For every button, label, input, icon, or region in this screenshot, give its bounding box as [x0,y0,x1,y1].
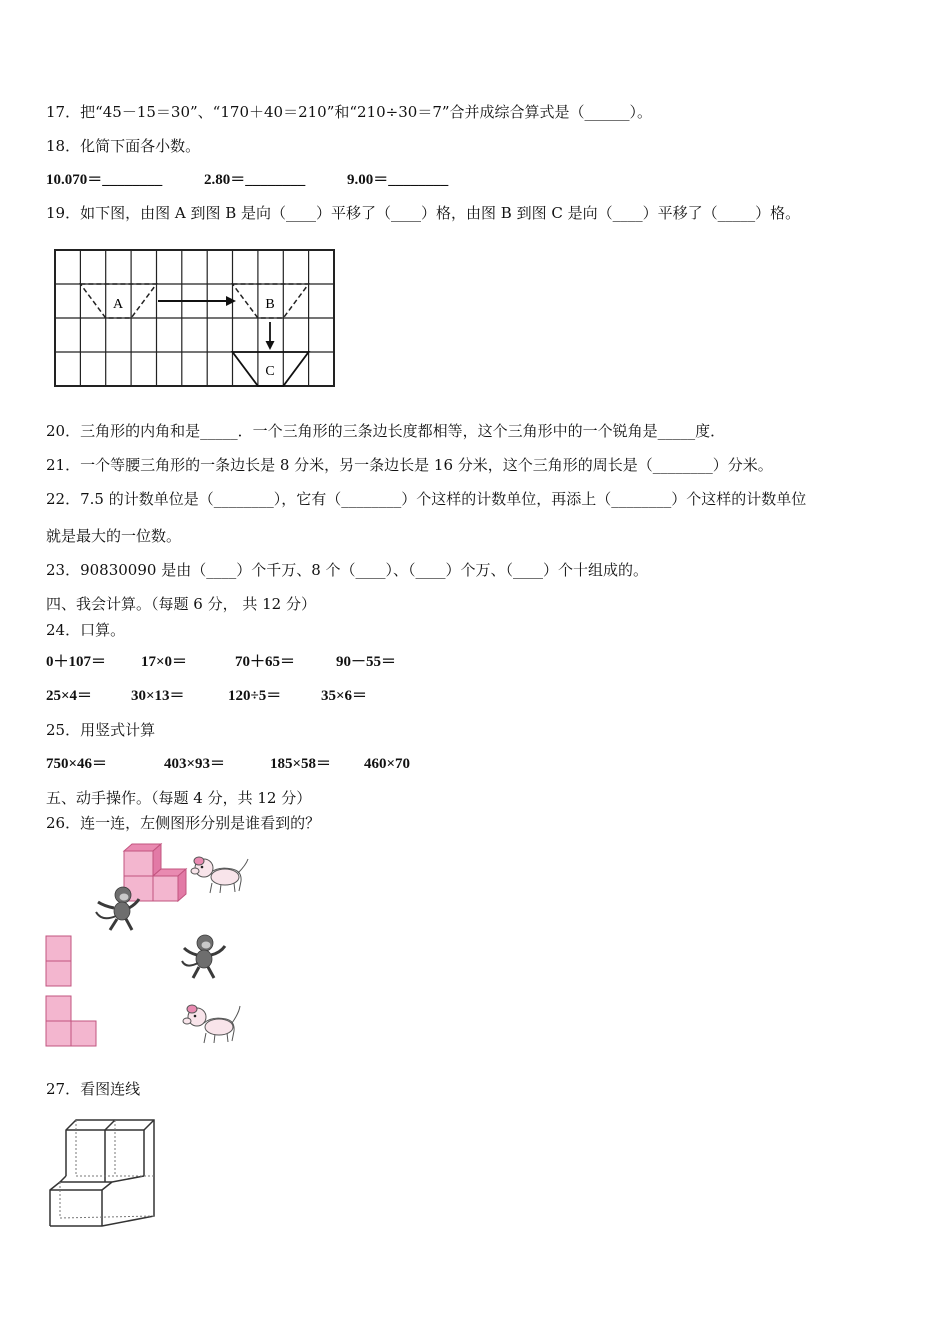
question-27: 27．看图连线 [46,1080,141,1098]
monkey-icon [92,886,142,934]
translation-grid-figure [52,246,352,396]
question-20: 20．三角形的内角和是_____．一个三角形的三条边长度都相等，这个三角形中的一个锐角是_____度． [46,422,726,440]
q24-r2-c4: 35×6＝ [321,688,368,704]
dog-icon [180,1001,242,1049]
section-4-heading: 四、我会计算。（每题 6 分， 共 12 分） [46,595,316,613]
question-21: 21．一个等腰三角形的一条边长是 8 分米，另一条边长是 16 分米，这个三角形的周长是（________）分米。 [46,456,773,474]
question-22-line-2: 就是最大的一位数。 [46,527,182,545]
grid-lines [55,250,334,386]
arrow-a-to-b-head [226,296,236,306]
question-22-line-1: 22．7.5 的计数单位是（________），它有（________）个这样的计数单位，再添上（________）个这样的计数单位 [46,490,807,508]
dog-icon [188,853,250,899]
q25-c2: 403×93＝ [164,756,226,772]
question-23: 23．90830090 是由（____）个千万、8 个（____）、（____）个万、（____）个十组成的。 [46,561,649,579]
q24-r2-c2: 30×13＝ [131,688,185,704]
shape-a-label: A [112,297,124,312]
section-5-heading: 五、动手操作。（每题 4 分，共 12 分） [46,789,312,807]
question-19: 19．如下图，由图 A 到图 B 是向（____）平移了（____）格，由图 B 到图 C 是向（____）平移了（_____）格。 [46,204,801,222]
view-shape-l [45,995,101,1051]
question-17: 17．把“45－15＝30”、“170＋40＝210”和“210÷30＝7”合并成综合算式是（______）。 [46,103,653,121]
shape-b-label: B [265,297,275,312]
q24-r1-c1: 0＋107＝ [46,654,107,670]
q24-r2-c1: 25×4＝ [46,688,93,704]
q18-item-3: 9.00＝________ [347,172,449,188]
question-18: 18．化简下面各小数。 [46,137,201,155]
arrow-b-to-c-head [266,341,275,350]
view-shape-vertical [45,935,75,991]
cube-line-drawing [46,1110,158,1228]
q18-item-1: 10.070＝________ [46,172,163,188]
question-25: 25．用竖式计算 [46,721,156,739]
shape-c-label: C [265,364,275,379]
q24-r1-c3: 70＋65＝ [235,654,296,670]
q24-r2-c3: 120÷5＝ [228,688,282,704]
question-26: 26．连一连，左侧图形分别是谁看到的？ [46,814,321,832]
monkey-icon [180,933,230,981]
q25-c3: 185×58＝ [270,756,332,772]
q24-r1-c4: 90－55＝ [336,654,397,670]
question-24: 24．口算。 [46,621,126,639]
q25-c1: 750×46＝ [46,756,108,772]
q24-r1-c2: 17×0＝ [141,654,188,670]
q25-c4: 460×70 [364,756,411,772]
q18-item-2: 2.80＝________ [204,172,306,188]
